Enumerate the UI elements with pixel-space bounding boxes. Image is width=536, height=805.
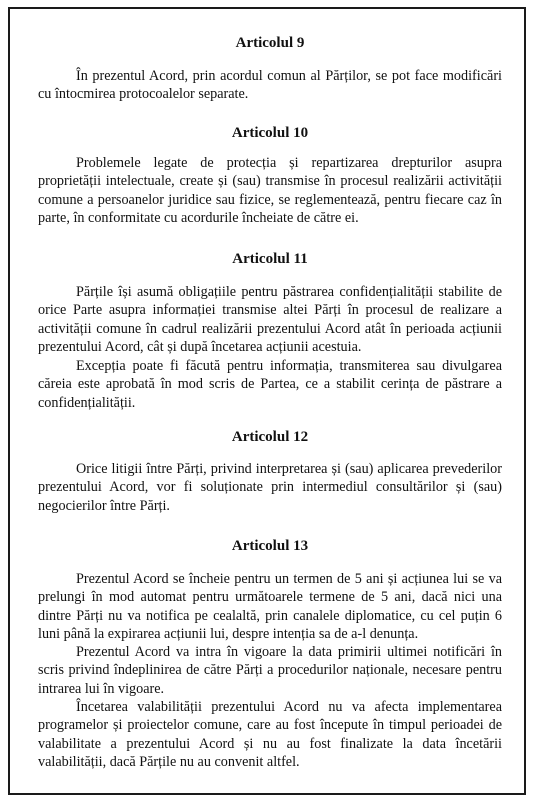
- article-10-paragraph-1: Problemele legate de protecția și repartizarea drepturilor asupra proprietății intelectuale, create și (sau) transmise în procesul realizării activității comune a persoanelor juridice sau fizice, se reglementează, pentru fiecare caz în parte, în conformitate cu acordurile încheiate de către ei.: [38, 155, 502, 227]
- article-9-paragraph-1: În prezentul Acord, prin acordul comun al Părților, se pot face modificări cu întocmirea protocoalelor separate.: [38, 68, 502, 103]
- article-12-title: Articolul 12: [231, 429, 309, 445]
- article-13-paragraph-3: Încetarea valabilității prezentului Acord nu va afecta implementarea programelor și proiectelor comune, care au fost începute în timpul perioadei de valabilitate a prezentului Acord și nu au fost finalizate la data încetării valabilității, dacă Părțile nu au convenit altfel.: [38, 699, 502, 771]
- article-13-title: Articolul 13: [231, 538, 309, 554]
- article-13-paragraph-2: Prezentul Acord va intra în vigoare la data primirii ultimei notificări în scris privind îndeplinirea de către Părți a procedurilor naționale, necesare pentru intrarea lui în vigoare.: [38, 644, 502, 697]
- article-11-paragraph-1: Părțile își asumă obligațiile pentru păstrarea confidențialității stabilite de orice Parte asupra informației transmise altei Părți în procesul de realizare a activității comune în cadrul realizării prezentului Acord atât în perioada acțiunii prezentului Acord, cât și după încetarea acțiunii acestuia.: [38, 284, 502, 356]
- article-9-title: Articolul 9: [235, 35, 305, 51]
- article-12-paragraph-1: Orice litigii între Părți, privind interpretarea și (sau) aplicarea prevederilor prezentului Acord, vor fi soluționate prin intermediul consultărilor și (sau) negocierilor între Părți.: [38, 461, 502, 514]
- article-13-paragraph-1: Prezentul Acord se încheie pentru un termen de 5 ani și acțiunea lui se va prelungi în mod automat pentru următoarele termene de 5 ani, dacă nici una dintre Părți nu va notifica pe cealaltă, prin canalele diplomatice, cu cel puțin 6 luni până la expirarea acțiunii lui, despre intenția sa de a-l denunța.: [38, 571, 502, 643]
- article-11-paragraph-2: Excepția poate fi făcută pentru informația, transmiterea sau divulgarea căreia este aprobată în mod scris de Partea, ce a stabilit cerința de păstrare a confidențialității.: [38, 358, 502, 411]
- article-10-title: Articolul 10: [231, 125, 309, 141]
- article-11-title: Articolul 11: [232, 251, 308, 267]
